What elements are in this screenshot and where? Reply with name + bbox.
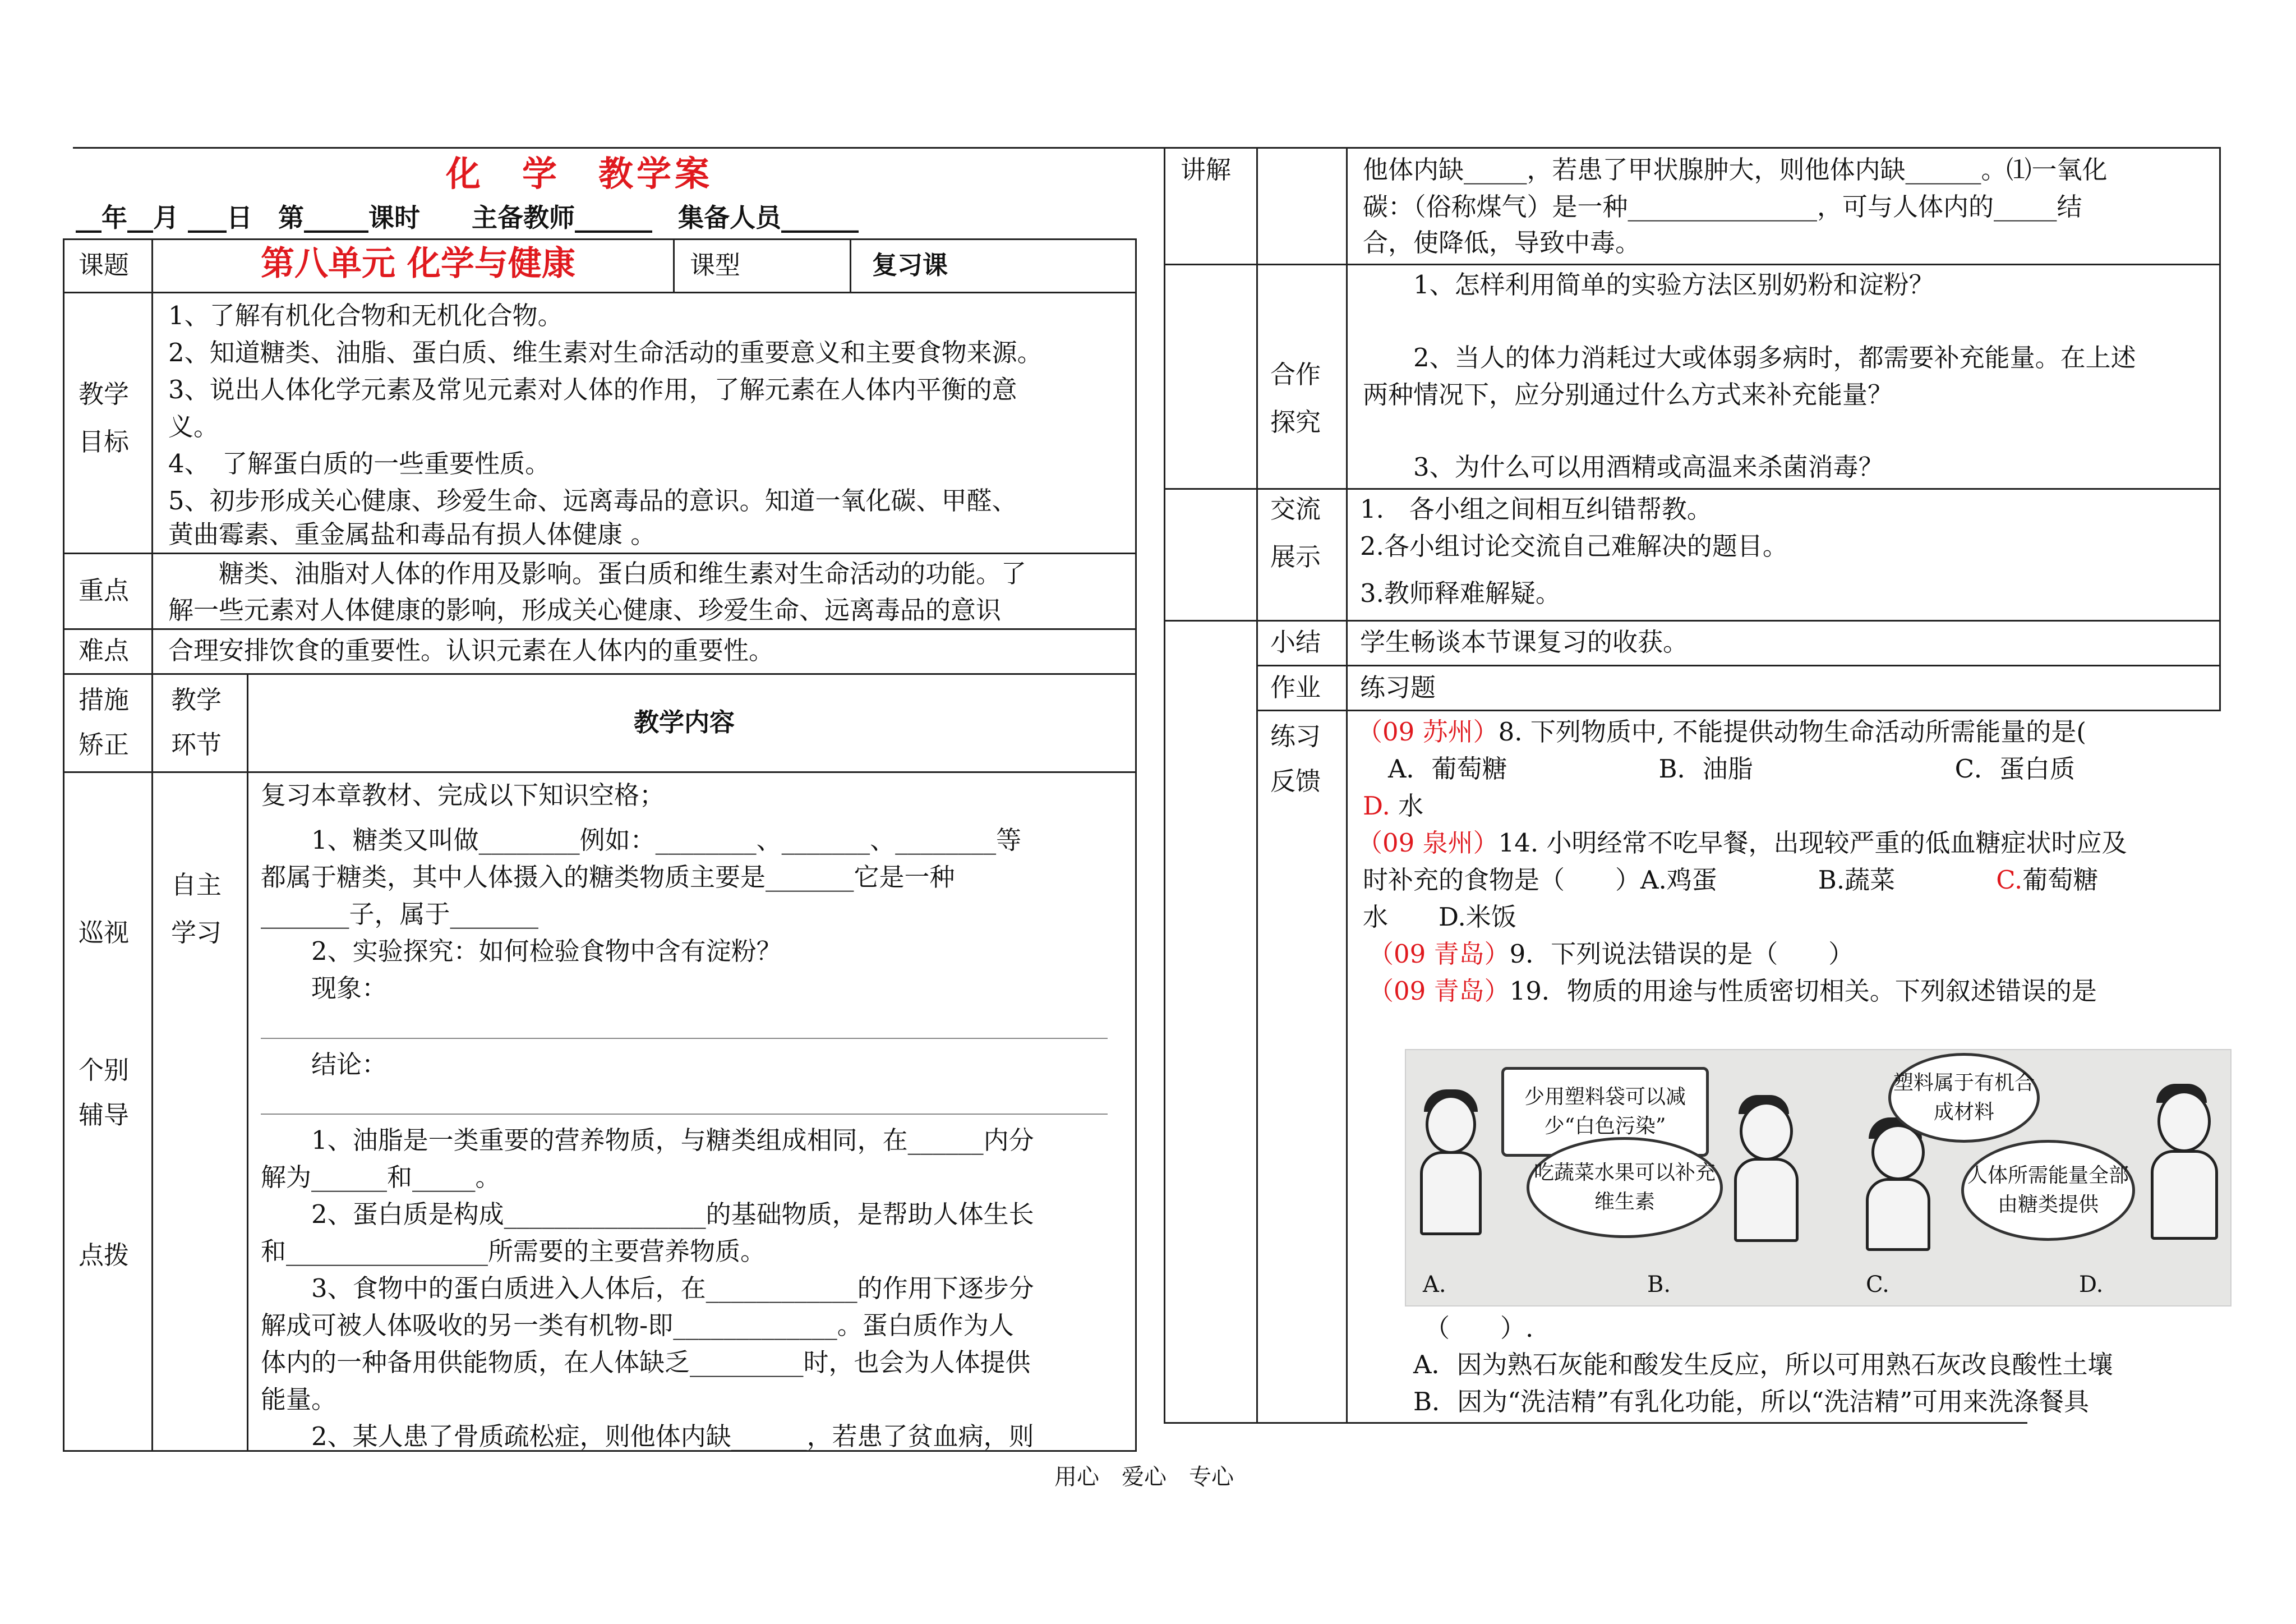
coop-line: 3、为什么可以用酒精或高温来杀菌消毒？ — [1363, 452, 1884, 482]
goal-line: 1、了解有机化合物和无机化合物。 — [168, 301, 563, 330]
q1-option-d — [1363, 788, 1423, 825]
content-line: _______子，属于_______ — [261, 899, 539, 929]
label-topic: 课题 — [79, 250, 130, 280]
q2-text: 14. 小明经常不吃早餐，出现较严重的低血糖症状时应及 — [1498, 828, 2127, 858]
q4-option-b: B．因为“洗洁精”有乳化功能，所以“洗洁精”可用来洗涤餐具 — [1413, 1387, 2090, 1416]
q4-text: 19．物质的用途与性质密切相关。下列叙述错误的是 — [1509, 976, 2097, 1006]
content-line: 复习本章教材、完成以下知识空格； — [261, 780, 665, 810]
exchange-line: 2.各小组讨论交流自己难解决的题目。 — [1360, 531, 1788, 561]
q1-d-letter: D. — [1363, 791, 1390, 821]
content-line: 和________________所需要的主要营养物质。 — [261, 1236, 766, 1266]
bubble-a: 少用塑料袋可以减少“白色污染” — [1501, 1067, 1709, 1157]
label-coop-1: 合作 — [1270, 360, 1321, 389]
label-content: 教学内容 — [634, 707, 735, 737]
bubble-b: 吃蔬菜水果可以补充维生素 — [1527, 1137, 1723, 1238]
side-label-tutor: 辅导 — [79, 1100, 130, 1130]
q1-source: （09 苏州） — [1357, 717, 1499, 747]
cartoon-label-c: C. — [1866, 1272, 1889, 1298]
person-c — [1860, 1117, 1933, 1258]
coop-line: 1、怎样利用简单的实验方法区别奶粉和淀粉？ — [1363, 270, 1934, 300]
label-type: 课型 — [690, 250, 741, 280]
label-coop-2: 探究 — [1270, 407, 1321, 437]
content-line: 解成可被人体吸收的另一类有机物-即_____________。蛋白质作为人 — [261, 1310, 1014, 1340]
q2-c-text: 葡萄糖 — [2022, 865, 2099, 895]
question-1 — [1357, 714, 2086, 751]
label-summary: 小结 — [1270, 627, 1321, 657]
page-footer: 用心 爱心 专心 — [1054, 1464, 1234, 1490]
cartoon-label-d: D. — [2079, 1272, 2104, 1298]
question-3 — [1368, 936, 1854, 973]
key-line: 糖类、油脂对人体的作用及影响。蛋白质和维生素对生命活动的功能。了 — [168, 559, 1027, 588]
goal-line: 义。 — [168, 412, 219, 441]
label-homework: 作业 — [1270, 673, 1321, 702]
label-goals-2: 目标 — [79, 427, 130, 457]
content-line: 2、蛋白质是构成________________的基础物质，是帮助人体生长 — [261, 1199, 1034, 1229]
label-stage-1: 教学 — [171, 685, 222, 715]
label-practice-2: 反馈 — [1270, 766, 1321, 796]
side-label-patrol: 巡视 — [79, 918, 130, 947]
lesson-topic: 第八单元 化学与健康 — [261, 244, 575, 283]
q1-options: A．葡萄糖 B．油脂 C．蛋白质 — [1363, 754, 2075, 784]
cartoon-label-a: A. — [1423, 1272, 1446, 1298]
label-key: 重点 — [79, 576, 130, 605]
label-exchange-2: 展示 — [1270, 542, 1321, 572]
side-label-guide: 点拨 — [79, 1240, 130, 1270]
q2-c-letter: C. — [1996, 865, 2023, 895]
page-title: 化 学 教学案 — [446, 153, 713, 194]
content-line: 3、食物中的蛋白质进入人体后，在____________的作用下逐步分 — [261, 1273, 1034, 1303]
explain-line: 合，使降低，导致中毒。 — [1363, 228, 1641, 257]
key-line: 解一些元素对人体健康的影响，形成关心健康、珍爱生命、远离毒品的意识 — [168, 595, 1002, 625]
coop-line: 2、当人的体力消耗过大或体弱多病时，都需要补充能量。在上述 — [1363, 343, 2136, 372]
q3-source: （09 青岛） — [1368, 939, 1510, 969]
label-difficult: 难点 — [79, 636, 130, 665]
q1-text: 8. 下列物质中, 不能提供动物生命活动所需能量的是( — [1498, 717, 2086, 747]
label-measures-1: 措施 — [79, 685, 130, 715]
goal-line: 2、知道糖类、油脂、蛋白质、维生素对生命活动的重要意义和主要食物来源。 — [168, 338, 1043, 367]
goal-line: 3、说出人体化学元素及常见元素对人体的作用，了解元素在人体内平衡的意 — [168, 375, 1017, 404]
q1-d-text: 水 — [1390, 791, 1424, 821]
q2-line-2 — [1363, 862, 2098, 899]
stage-self-1: 自主 — [171, 870, 222, 900]
label-exchange-1: 交流 — [1270, 494, 1321, 524]
content-line: 结论： — [261, 1050, 388, 1079]
summary-text: 学生畅谈本节课复习的收获。 — [1360, 627, 1689, 657]
q4-option-a: A．因为熟石灰能和酸发生反应，所以可用熟石灰改良酸性土壤 — [1413, 1350, 2113, 1379]
label-stage-2: 环节 — [171, 730, 222, 760]
content-line: 现象： — [261, 973, 388, 1003]
question-4 — [1368, 973, 2097, 1010]
q3-text: 9．下列说法错误的是（ ） — [1509, 939, 1854, 969]
side-label-individual: 个别 — [79, 1055, 130, 1085]
person-a — [1417, 1089, 1484, 1246]
content-line: 1、糖类又叫做________例如：________、_______、________等 — [261, 825, 1022, 855]
person-d — [2146, 1084, 2219, 1252]
content-line: 能量。 — [261, 1384, 337, 1414]
goal-line: 黄曲霉素、重金属盐和毒品有损人体健康 。 — [168, 519, 656, 549]
content-line: 都属于糖类，其中人体摄入的糖类物质主要是_______它是一种 — [261, 862, 955, 892]
q4-blank: （ ）. — [1424, 1313, 1534, 1343]
bubble-c: 塑料属于有机合成材料 — [1888, 1053, 2040, 1143]
label-measures-2: 矫正 — [79, 730, 130, 760]
explain-line: 他体内缺_____，若患了甲状腺肿大，则他体内缺______。⑴一氧化 — [1363, 155, 2108, 185]
cartoon-illustration — [1405, 1049, 2232, 1306]
difficult-text: 合理安排饮食的重要性。认识元素在人体内的重要性。 — [168, 636, 774, 665]
goal-line: 5、初步形成关心健康、珍爱生命、远离毒品的意识。知道一氧化碳、甲醛、 — [168, 486, 1017, 516]
stage-self-2: 学习 — [171, 918, 222, 947]
q2-source: （09 泉州） — [1357, 828, 1499, 858]
label-goals-1: 教学 — [79, 379, 130, 409]
goal-line: 4、 了解蛋白质的一些重要性质。 — [168, 449, 551, 479]
q4-source: （09 青岛） — [1368, 976, 1510, 1006]
content-line: 1、油脂是一类重要的营养物质，与糖类组成相同，在______内分 — [261, 1125, 1034, 1155]
cartoon-label-b: B. — [1647, 1272, 1671, 1298]
q2-line-3: 水 D.米饭 — [1363, 902, 1516, 932]
person-b — [1728, 1095, 1801, 1252]
q2-options: 时补充的食物是（ ）A.鸡蛋 B.蔬菜 — [1363, 865, 1896, 895]
content-line: 2、实验探究：如何检验食物中含有淀粉？ — [261, 936, 782, 966]
coop-line: 两种情况下，应分别通过什么方式来补充能量？ — [1363, 380, 1893, 410]
content-line: 体内的一种备用供能物质，在人体缺乏_________时，也会为人体提供 — [261, 1347, 1031, 1377]
explain-line: 碳：（俗称煤气）是一种_______________，可与人体内的_____结 — [1363, 192, 2082, 222]
exchange-line: 3.教师释难解疑。 — [1360, 578, 1561, 608]
homework-text: 练习题 — [1360, 673, 1436, 702]
exchange-line: 1. 各小组之间相互纠错帮教。 — [1360, 494, 1712, 524]
label-practice-1: 练习 — [1270, 721, 1321, 751]
meta-line: __年__月 ___日 第_____课时 主备教师______ 集备人员______ — [76, 203, 859, 233]
bubble-d: 人体所需能量全部由糖类提供 — [1961, 1140, 2135, 1241]
question-2 — [1357, 825, 2127, 862]
content-line: 解为______和_____。 — [261, 1162, 501, 1192]
label-explain: 讲解 — [1181, 155, 1232, 185]
content-line: 2、某人患了骨质疏松症，则他体内缺______，若患了贫血病，则 — [261, 1421, 1034, 1451]
lesson-type: 复习课 — [872, 250, 948, 280]
